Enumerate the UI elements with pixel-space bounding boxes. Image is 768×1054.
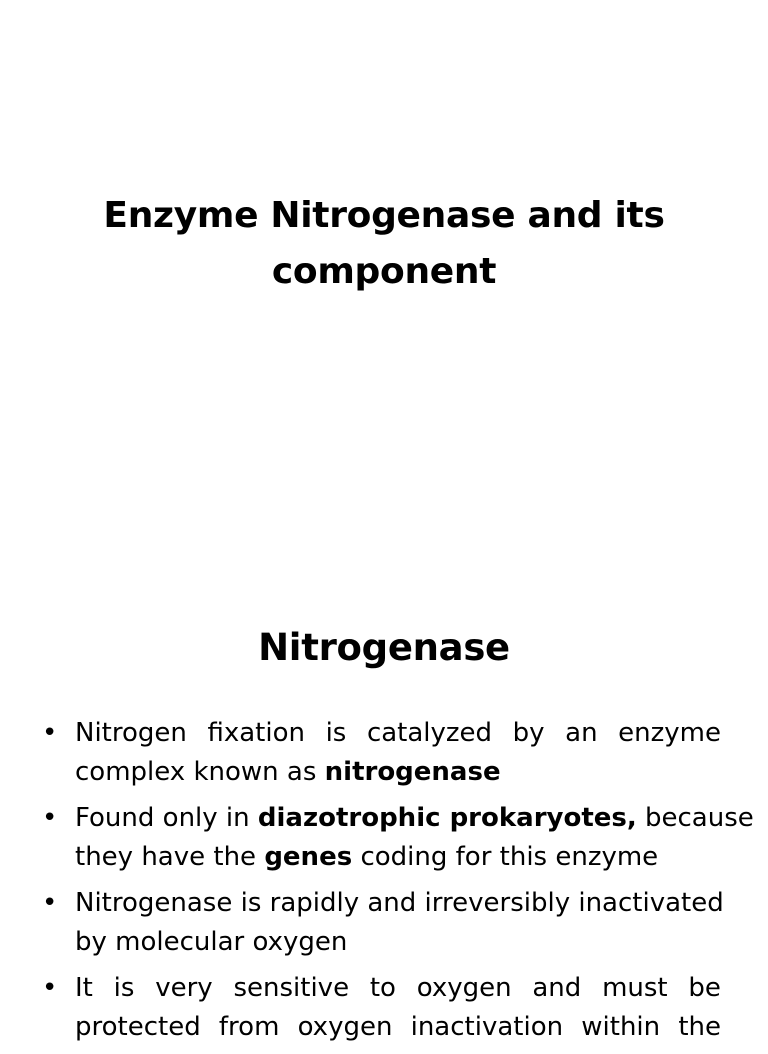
slide-title (60, 188, 708, 300)
bullet-3-line-2: by molecular oxygen (75, 927, 348, 957)
bullet-item-3 (40, 884, 724, 962)
bullet-1-line-1: Nitrogen fixation is catalyzed by an enzyme (75, 718, 721, 748)
bullet-item-2 (40, 799, 754, 877)
bullet-2-line-1: Found only in diazotrophic prokaryotes, because (75, 799, 721, 838)
bullet-item-4 (40, 969, 721, 1047)
bullet-list (40, 714, 754, 1054)
bullet-4-line-1: It is very sensitive to oxygen and must be (75, 973, 721, 1003)
slide-title-line-2: component (271, 251, 497, 292)
bullet-icon: • (42, 718, 58, 748)
slide-title-line-1: Enzyme Nitrogenase and its (103, 195, 665, 236)
bullet-icon: • (42, 973, 58, 1003)
content-slide (0, 576, 768, 1042)
term-nitrogenase: nitrogenase (324, 757, 501, 787)
term-diazotrophic-prokaryotes: diazotrophic prokaryotes, (257, 803, 637, 833)
term-genes: genes (264, 842, 353, 872)
bullet-item-1 (40, 714, 721, 792)
bullet-4-line-2: protected from oxygen inactivation within the (75, 1012, 721, 1042)
bullet-3-line-1: Nitrogenase is rapidly and irreversibly inactivated (75, 888, 724, 918)
bullet-icon: • (42, 803, 58, 833)
bullet-icon: • (42, 888, 58, 918)
bullet-1-line-2: complex known as nitrogenase (75, 757, 501, 787)
bullet-2-line-2: they have the genes coding for this enzyme (75, 842, 659, 872)
slide-heading: Nitrogenase (258, 626, 510, 669)
